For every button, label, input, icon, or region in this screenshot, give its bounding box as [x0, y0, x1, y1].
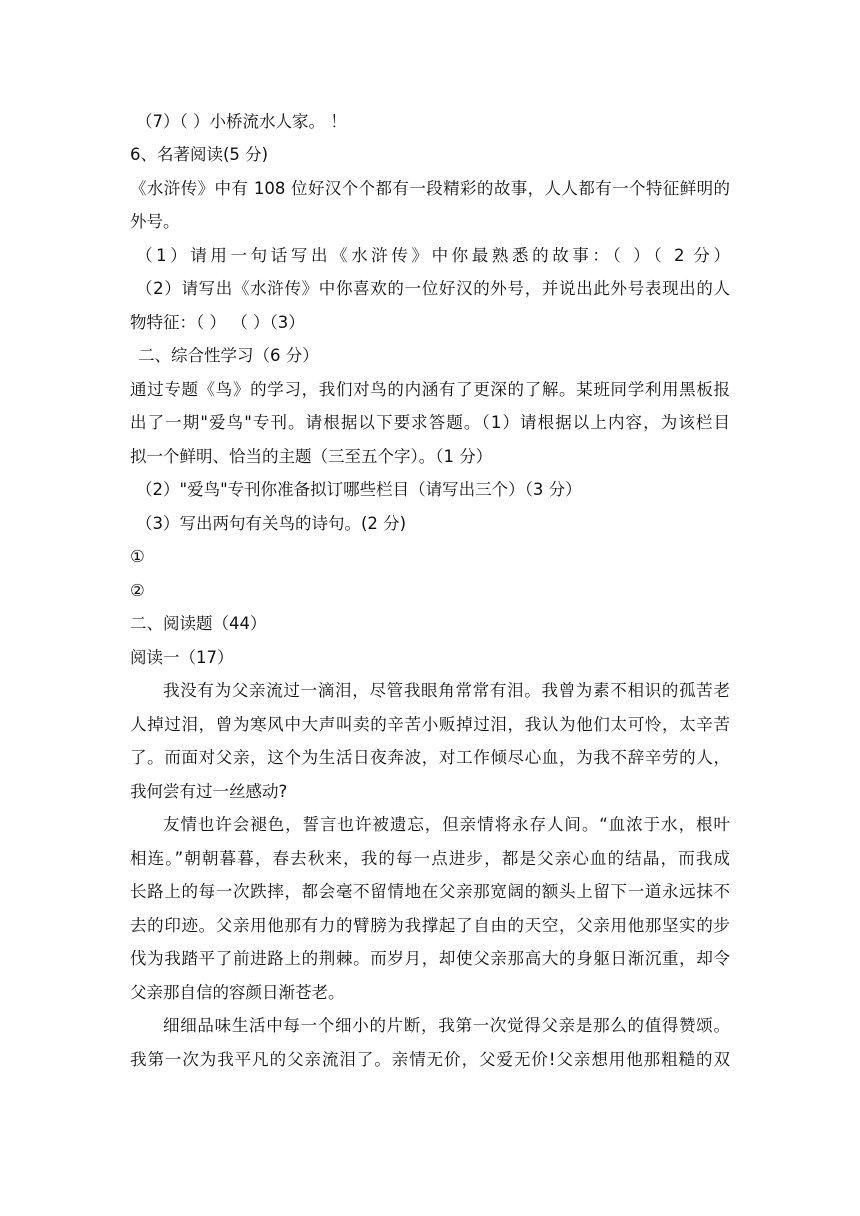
section-heading: 二、综合性学习（6 分）	[138, 346, 319, 365]
question-line: 物特征：（ ） （ ）（3）	[130, 313, 305, 332]
text-line: 出了一期"爱鸟"专刊。请根据以下要求答题。（1）请根据以上内容，为该栏目	[130, 413, 730, 432]
answer-marker-1: ①	[130, 547, 145, 566]
passage-line: 我没有为父亲流过一滴泪，尽管我眼角常常有泪。我曾为素不相识的孤苦老	[163, 681, 730, 700]
text-line: 外号。	[130, 212, 180, 231]
question-line: （3）写出两句有关鸟的诗句。(2 分)	[136, 514, 407, 533]
text-line: 拟一个鲜明、恰当的主题（三至五个字）。（1 分）	[130, 447, 493, 466]
answer-marker-2: ②	[130, 581, 145, 600]
passage-line: 我何尝有过一丝感动?	[130, 782, 288, 801]
reading-heading: 阅读一（17）	[130, 648, 234, 667]
passage-line: 了。而面对父亲，这个为生活日夜奔波，对工作倾尽心血，为我不辞辛劳的人，	[130, 748, 730, 767]
passage-line: 伐为我踏平了前进路上的荆棘。而岁月，却使父亲那高大的身躯日渐沉重，却令	[130, 949, 730, 968]
passage-line: 人掉过泪，曾为寒风中大声叫卖的辛苦小贩掉过泪，我认为他们太可怜，太辛苦	[130, 715, 730, 734]
section-heading: 二、阅读题（44）	[130, 614, 267, 633]
question-7-line: （7）（ ）小桥流水人家。 ！	[136, 112, 347, 131]
passage-line: 相连。”朝朝暮暮，春去秋来，我的每一点进步，都是父亲心血的结晶，而我成	[130, 849, 730, 868]
question-line: （2）"爱鸟"专刊你准备拟订哪些栏目（请写出三个）（3 分）	[136, 480, 582, 499]
question-line: （2）请写出《水浒传》中你喜欢的一位好汉的外号，并说出此外号表现出的人	[136, 279, 730, 298]
question-line: （1）请用一句话写出《水浒传》中你最熟悉的故事：（ ）（ 2 分）	[136, 246, 730, 265]
text-line: 通过专题《鸟》的学习，我们对鸟的内涵有了更深的了解。某班同学利用黑板报	[130, 380, 730, 399]
section-6-heading: 6、名著阅读(5 分)	[130, 145, 269, 164]
passage-line: 我第一次为我平凡的父亲流泪了。亲情无价，父爱无价!父亲想用他那粗糙的双	[130, 1050, 730, 1069]
passage-line: 细细品味生活中每一个细小的片断，我第一次觉得父亲是那么的值得赞颂。	[163, 1016, 730, 1035]
text-line: 《水浒传》中有 108 位好汉个个都有一段精彩的故事，人人都有一个特征鲜明的	[130, 179, 730, 198]
passage-line: 父亲那自信的容颜日渐苍老。	[130, 983, 345, 1002]
passage-line: 去的印迹。父亲用他那有力的臂膀为我撑起了自由的天空，父亲用他那坚实的步	[130, 916, 730, 935]
passage-line: 友情也许会褪色，誓言也许被遗忘，但亲情将永存人间。“血浓于水，根叶	[163, 815, 730, 834]
passage-line: 长路上的每一次跌摔，都会毫不留情地在父亲那宽阔的额头上留下一道永远抹不	[130, 882, 730, 901]
